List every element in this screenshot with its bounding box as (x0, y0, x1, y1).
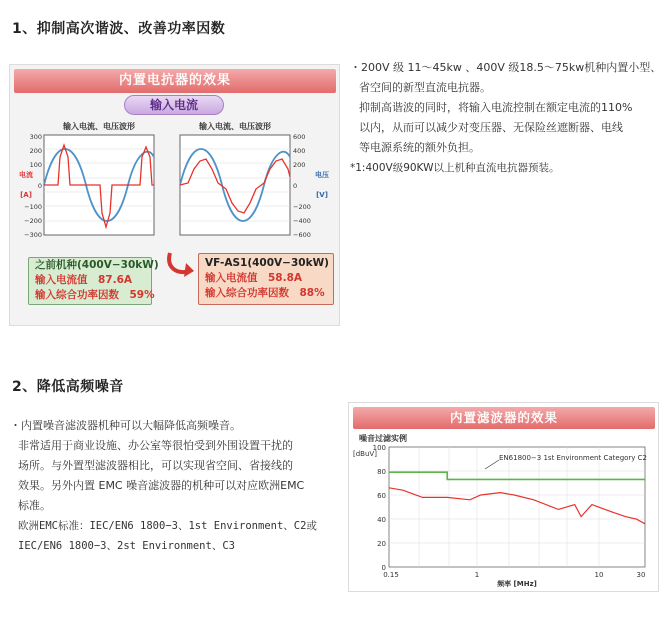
tick-label: 100 (372, 444, 386, 452)
new-model-pf: 输入综合功率因数 88% (205, 287, 325, 299)
figure-header-label: 内置电抗器的效果 (118, 73, 231, 88)
tick-label: −600 (293, 231, 311, 239)
tick-label: 600 (293, 133, 306, 141)
new-model-box (198, 253, 334, 305)
noise-description (10, 416, 342, 556)
tick-label: 200 (293, 161, 306, 169)
reactor-effect-figure (9, 64, 340, 326)
text-line: 非常适用于商业设施、办公室等很怕受到外围设置干扰的 (18, 439, 293, 452)
tick-label: 10 (594, 571, 604, 579)
figure-header (353, 407, 655, 429)
tick-label: 0 (381, 564, 386, 572)
harmonics-description (350, 58, 662, 178)
old-model-pf: 输入综合功率因数 59% (35, 289, 155, 301)
text-line: 标准。 (18, 499, 51, 512)
figure-header (14, 69, 336, 93)
footnote: *1:400V级90KW以上机种直流电抗器预装。 (350, 162, 560, 174)
tick-label: −200 (293, 203, 311, 211)
y-axis-label: 电压 (315, 171, 329, 179)
limit-label: EN61800−3 1st Environment Category C2 (499, 454, 648, 462)
chart-subtitle: 噪音过滤实例 (359, 434, 407, 443)
text-line: 场所。与外置型滤波器相比，可以实现省空间、省接线的 (18, 459, 293, 472)
tick-label: 0.15 (383, 571, 399, 579)
tick-label: 40 (377, 516, 386, 524)
old-model-current: 输入电流值 87.6A (35, 274, 133, 286)
tick-label: 0 (37, 182, 42, 190)
standard-line: IEC/EN6 1800−3、2st Environment、C3 (18, 540, 235, 552)
text-line: ・内置噪音滤波器机种可以大幅降低高频噪音。 (10, 419, 241, 432)
input-current-pill: 输入电流 (124, 95, 224, 115)
tick-label: 0 (293, 182, 298, 190)
old-model-box (28, 257, 159, 305)
standard-line: 欧洲EMC标准：IEC/EN6 1800−3、1st Environment、C2或 (18, 520, 317, 532)
y-axis-unit: [A] (20, 191, 32, 199)
tick-label: 100 (29, 161, 42, 169)
x-axis-label: 频率 [MHz] (497, 580, 537, 588)
tick-label: 1 (474, 571, 480, 579)
tick-label: 300 (29, 133, 42, 141)
tick-label: 30 (636, 571, 646, 579)
text-line: 以内，从而可以减少对变压器、无保险丝遮断器、电线 (359, 121, 623, 134)
figure-header-label: 内置滤波器的效果 (449, 410, 558, 425)
new-model-name: VF-AS1(400V−30kW) (205, 257, 329, 269)
y-axis-unit: [V] (316, 191, 328, 199)
old-model-name: 之前机种(400V−30kW) (35, 259, 159, 271)
tick-label: 400 (293, 147, 306, 155)
tick-label: 20 (377, 540, 386, 548)
plot-title: 输入电流、电压波形 (199, 122, 271, 131)
text-line: 省空间的新型直流电抗器。 (359, 81, 491, 94)
tick-label: −400 (293, 217, 311, 225)
tick-label: −200 (24, 217, 42, 225)
text-line: 抑制高谐波的同时，将输入电流控制在额定电流的110% (359, 101, 633, 114)
plot-title: 输入电流、电压波形 (63, 122, 135, 131)
waveform-plot-old (14, 117, 174, 257)
waveform-plot-new (170, 117, 338, 257)
text-line: ・200V 级 11～45kw 、400V 级18.5～75kw机种内置小型、 (350, 61, 662, 74)
text-line: 效果。另外内置 EMC 噪音滤波器的机种可以对应欧洲EMC (18, 479, 305, 492)
filter-effect-figure (348, 402, 659, 592)
tick-label: 80 (377, 468, 386, 476)
plot-area (389, 447, 648, 567)
y-axis-unit: [dBuV] (353, 450, 377, 458)
tick-label: 60 (377, 492, 386, 500)
y-axis-label: 电流 (19, 171, 33, 179)
tick-label: −100 (24, 203, 42, 211)
noise-spectrum-chart (349, 429, 658, 591)
section-title-harmonics: 1、抑制高次谐波、改善功率因数 (12, 21, 226, 37)
tick-label: 200 (29, 147, 42, 155)
new-model-current: 输入电流值 58.8A (205, 272, 303, 284)
curved-arrow-icon (164, 249, 196, 279)
text-line: 等电源系统的额外负担。 (359, 141, 480, 154)
tick-label: −300 (24, 231, 42, 239)
section-title-noise: 2、降低高频噪音 (12, 379, 124, 395)
